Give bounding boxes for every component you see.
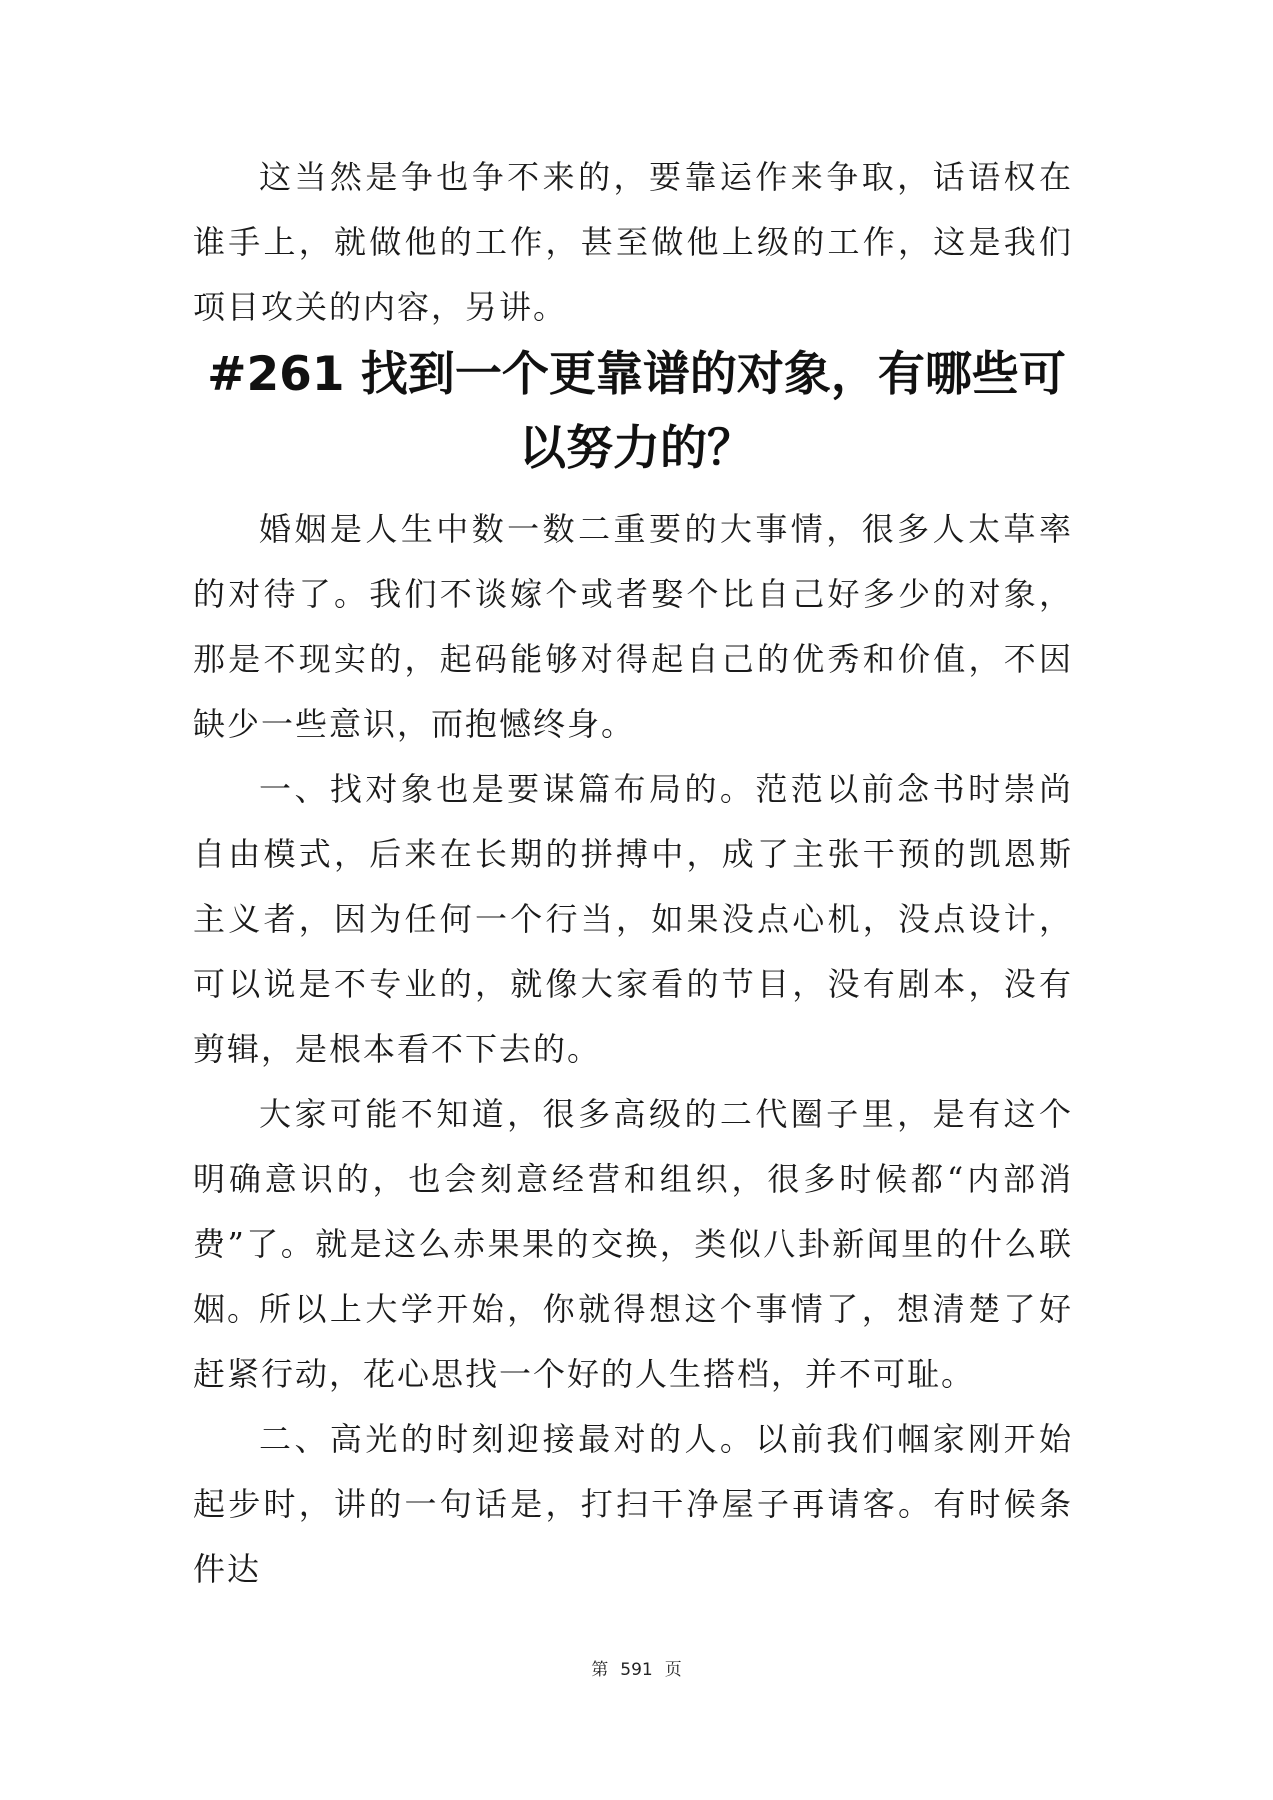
paragraph-3: 大家可能不知道，很多高级的二代圈子里，是有这个明确意识的，也会刻意经营和组织，很多时候都“内部消费”了。就是这么赤果果的交换，类似八卦新闻里的什么联姻。	[193, 1095, 1073, 1328]
paragraph-intro: 这当然是争也争不来的，要靠运作来争取，话语权在谁手上，就做他的工作，甚至做他上级的工作，这是我们项目攻关的内容，另讲。	[193, 158, 1073, 326]
page-prefix: 第	[591, 1660, 609, 1680]
page-number: 591	[620, 1660, 653, 1680]
section-heading-line-2: 以努力的？	[519, 421, 754, 476]
paragraph-5: 二、高光的时刻迎接最对的人。以前我们帼家刚开始起步时，讲的一句话是，打扫干净屋子再请客。有时候条件达	[193, 1420, 1073, 1588]
page-footer	[0, 1655, 1273, 1680]
paragraph-4: 所以上大学开始，你就得想这个事情了，想清楚了好赶紧行动，花心思找一个好的人生搭档，并不可耻。	[193, 1290, 1073, 1393]
paragraph-2: 一、找对象也是要谋篇布局的。范范以前念书时崇尚自由模式，后来在长期的拼搏中，成了主张干预的凯恩斯主义者，因为任何一个行当，如果没点心机，没点设计，可以说是不专业的，就像大家看的节目，没有剧本，没有剪辑，是根本看不下去的。	[193, 770, 1073, 1068]
page-suffix: 页	[664, 1660, 682, 1680]
paragraph-1: 婚姻是人生中数一数二重要的大事情，很多人太草率的对待了。我们不谈嫁个或者娶个比自己好多少的对象，那是不现实的，起码能够对得起自己的优秀和价值，不因缺少一些意识，而抱憾终身。	[193, 510, 1073, 743]
section-heading-line-1: #261 找到一个更靠谱的对象，有哪些可	[207, 347, 1066, 402]
